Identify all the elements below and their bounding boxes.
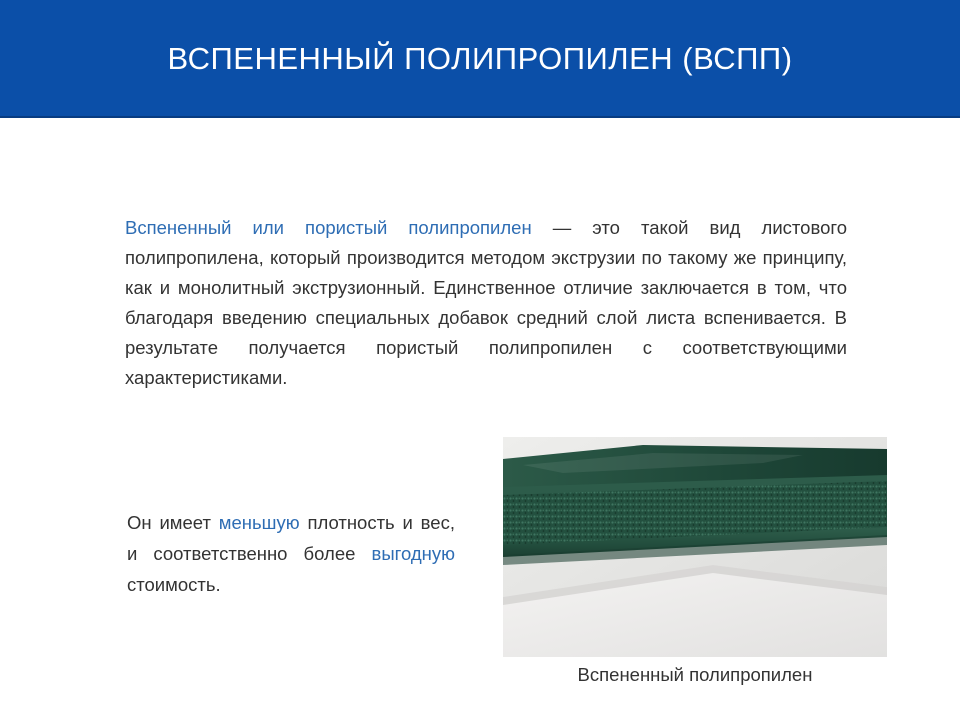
foamed-sheet-illustration (503, 437, 887, 657)
intro-term: Вспененный или пористый полипропилен (125, 217, 532, 238)
slide-title: ВСПЕНЕННЫЙ ПОЛИПРОПИЛЕН (ВСПП) (167, 41, 793, 76)
side-highlight-profitable: выгодную (371, 543, 455, 564)
foamed-polypropylene-photo (503, 437, 887, 657)
side-part3: стоимость. (127, 574, 221, 595)
intro-text: — это такой вид листового полипропилена, который производится методом экструзии по такому же принципу, как и монолитный экструзионный. Единственное отличие заключается в том, что благодаря введению специальных добавок средний слой листа вспенивается. В результате получается пористый полипропилен с соответствующими характеристиками. (125, 217, 847, 388)
side-paragraph (127, 507, 455, 600)
side-part1: Он имеет (127, 512, 219, 533)
side-part2: плотность и вес, и соответственно более (127, 512, 455, 564)
slide-header (0, 0, 960, 118)
side-highlight-lower: меньшую (218, 512, 300, 533)
photo-caption: Вспененный полипропилен (577, 664, 813, 685)
intro-paragraph (125, 213, 847, 393)
